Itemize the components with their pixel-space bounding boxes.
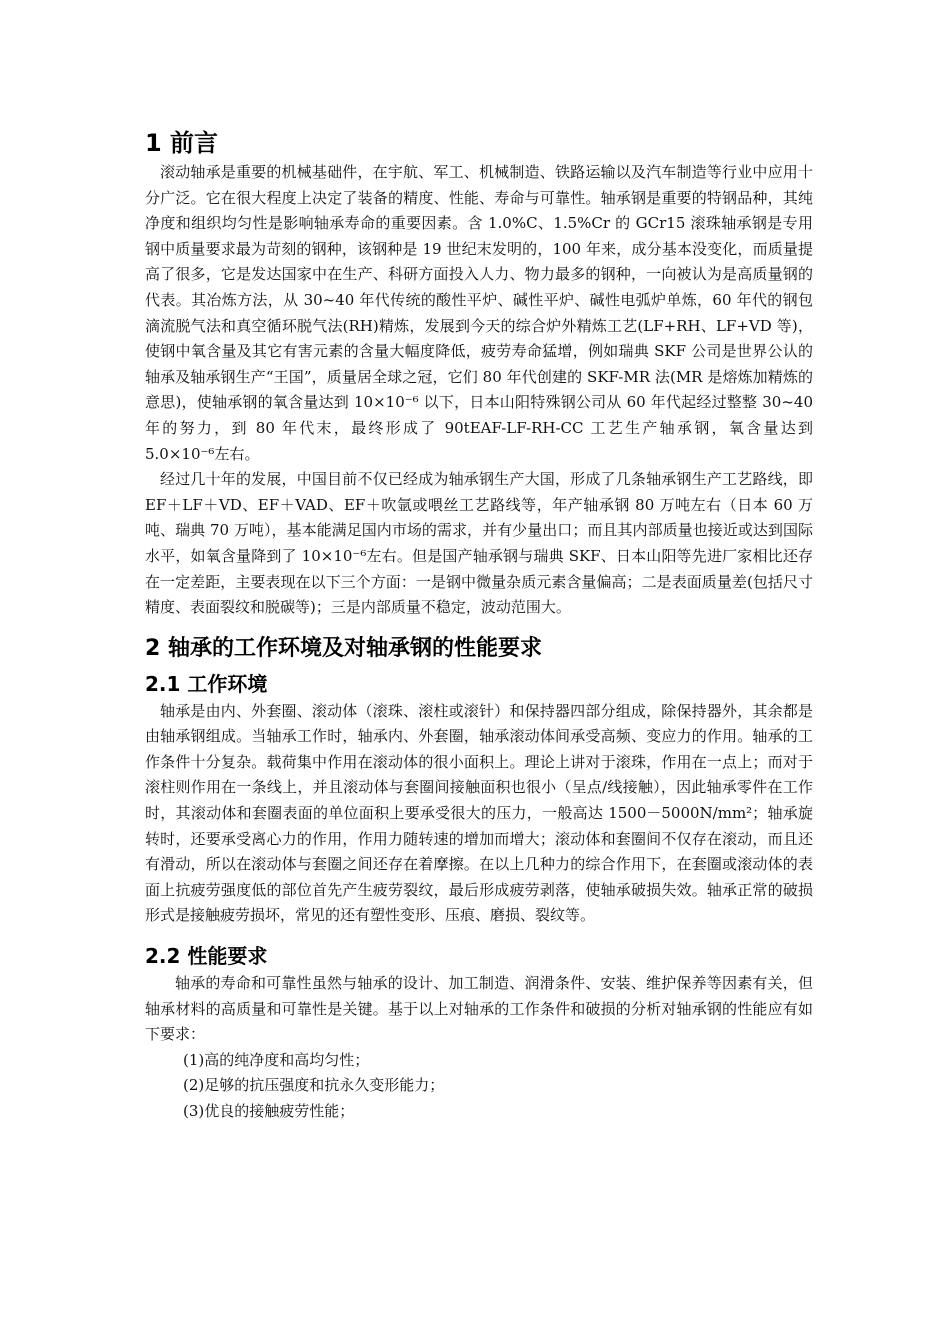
requirement-item-1: (1)高的纯净度和高均匀性； [183, 1050, 370, 1069]
requirement-item-3: (3)优良的接触疲劳性能； [183, 1102, 355, 1120]
section-2-heading: 2 轴承的工作环境及对轴承钢的性能要求 [145, 635, 542, 661]
section-2-2-heading: 2.2 性能要求 [145, 944, 268, 969]
requirement-item-2: (2)足够的抗压强度和抗永久变形能力； [183, 1076, 445, 1095]
document-body [145, 128, 813, 1125]
section-1-heading: 1 前言 [145, 129, 219, 157]
section-2-1-paragraph: 轴承是由内、外套圈、滚动体（滚珠、滚柱或滚针）和保持器四部分组成，除保持器外，其余都是由轴承钢组成。当轴承工作时，轴承内、外套圈，轴承滚动体间承受高频、变应力的作用。轴承的工作条件十分复杂。载荷集中作用在滚动体的很小面积上。理论上讲对于滚珠，作用在一点上；而对于滚柱则作用在一条线上，并且滚动体与套圈间接触面积也很小（呈点/线接触），因此轴承零件在工作时，其滚动体和套圈表面的单位面积上要承受很大的压力，一般高达 1500－5000N/mm²；轴承旋转时，还要承受离心力的作用，作用力随转速的增加而增大；滚动体和套圈间不仅存在滚动，而且还有滑动，所以在滚动体与套圈之间还存在着摩擦。在以上几种力的综合作用下，在套圈或滚动体的表面上抗疲劳强度低的部位首先产生疲劳裂纹，最后形成疲劳剥落，使轴承破损失效。轴承正常的破损形式是接触疲劳损坏，常见的还有塑性变形、压痕、磨损、裂纹等。 [145, 701, 813, 925]
section-2-2-paragraph: 轴承的寿命和可靠性虽然与轴承的设计、加工制造、润滑条件、安装、维护保养等因素有关，但轴承材料的高质量和可靠性是关键。基于以上对轴承的工作条件和破损的分析对轴承钢的性能应有如下要求： [145, 974, 813, 1044]
section-2-1-heading: 2.1 工作环境 [145, 671, 268, 696]
section-1-paragraph-1: 滚动轴承是重要的机械基础件，在宇航、军工、机械制造、铁路运输以及汽车制造等行业中应用十分广泛。它在很大程度上决定了装备的精度、性能、寿命与可靠性。轴承钢是重要的特钢品种，其纯净度和组织均匀性是影响轴承寿命的重要因素。含 1.0%C、1.5%Cr 的 GCr15 滚珠轴承钢是专用钢中质量要求最为苛刻的钢种，该钢种是 19 世纪末发明的，100 年来，成分基本没变化，而质量提高了很多，它是发达国家中在生产、科研方面投入人力、物力最多的钢种，一向被认为是高质量钢的代表。其冶炼方法，从 30~40 年代传统的酸性平炉、碱性平炉、碱性电弧炉单炼，60 年代的钢包滴流脱气法和真空循环脱气法(RH)精炼，发展到今天的综合炉外精炼工艺(LF+RH、LF+VD 等)，使钢中氧含量及其它有害元素的含量大幅度降低，疲劳寿命猛增，例如瑞典 SKF 公司是世界公认的轴承及轴承钢生产“王国”，质量居全球之冠，它们 80 年代创建的 SKF-MR 法(MR 是熔炼加精炼的意思)，使轴承钢的氧含量达到 10×10⁻⁶ 以下，日本山阳特殊钢公司从 60 年代起经过整整 30~40 年的努力，到 80 年代末，最终形成了 90tEAF-LF-RH-CC 工艺生产轴承钢，氧含量达到 5.0×10⁻⁶左右。 [145, 163, 813, 463]
section-1-paragraph-2: 经过几十年的发展，中国目前不仅已经成为轴承钢生产大国，形成了几条轴承钢生产工艺路线，即 EF＋LF＋VD、EF＋VAD、EF＋吹氩或喂丝工艺路线等，年产轴承钢 80 万吨左右（日本 60 万吨、瑞典 70 万吨），基本能满足国内市场的需求，并有少量出口；而且其内部质量也接近或达到国际水平，如氧含量降到了 10×10⁻⁶左右。但是国产轴承钢与瑞典 SKF、日本山阳等先进厂家相比还存在一定差距，主要表现在以下三个方面：一是钢中微量杂质元素含量偏高；二是表面质量差(包括尺寸精度、表面裂纹和脱碳等)；三是内部质量不稳定，波动范围大。 [145, 470, 813, 617]
